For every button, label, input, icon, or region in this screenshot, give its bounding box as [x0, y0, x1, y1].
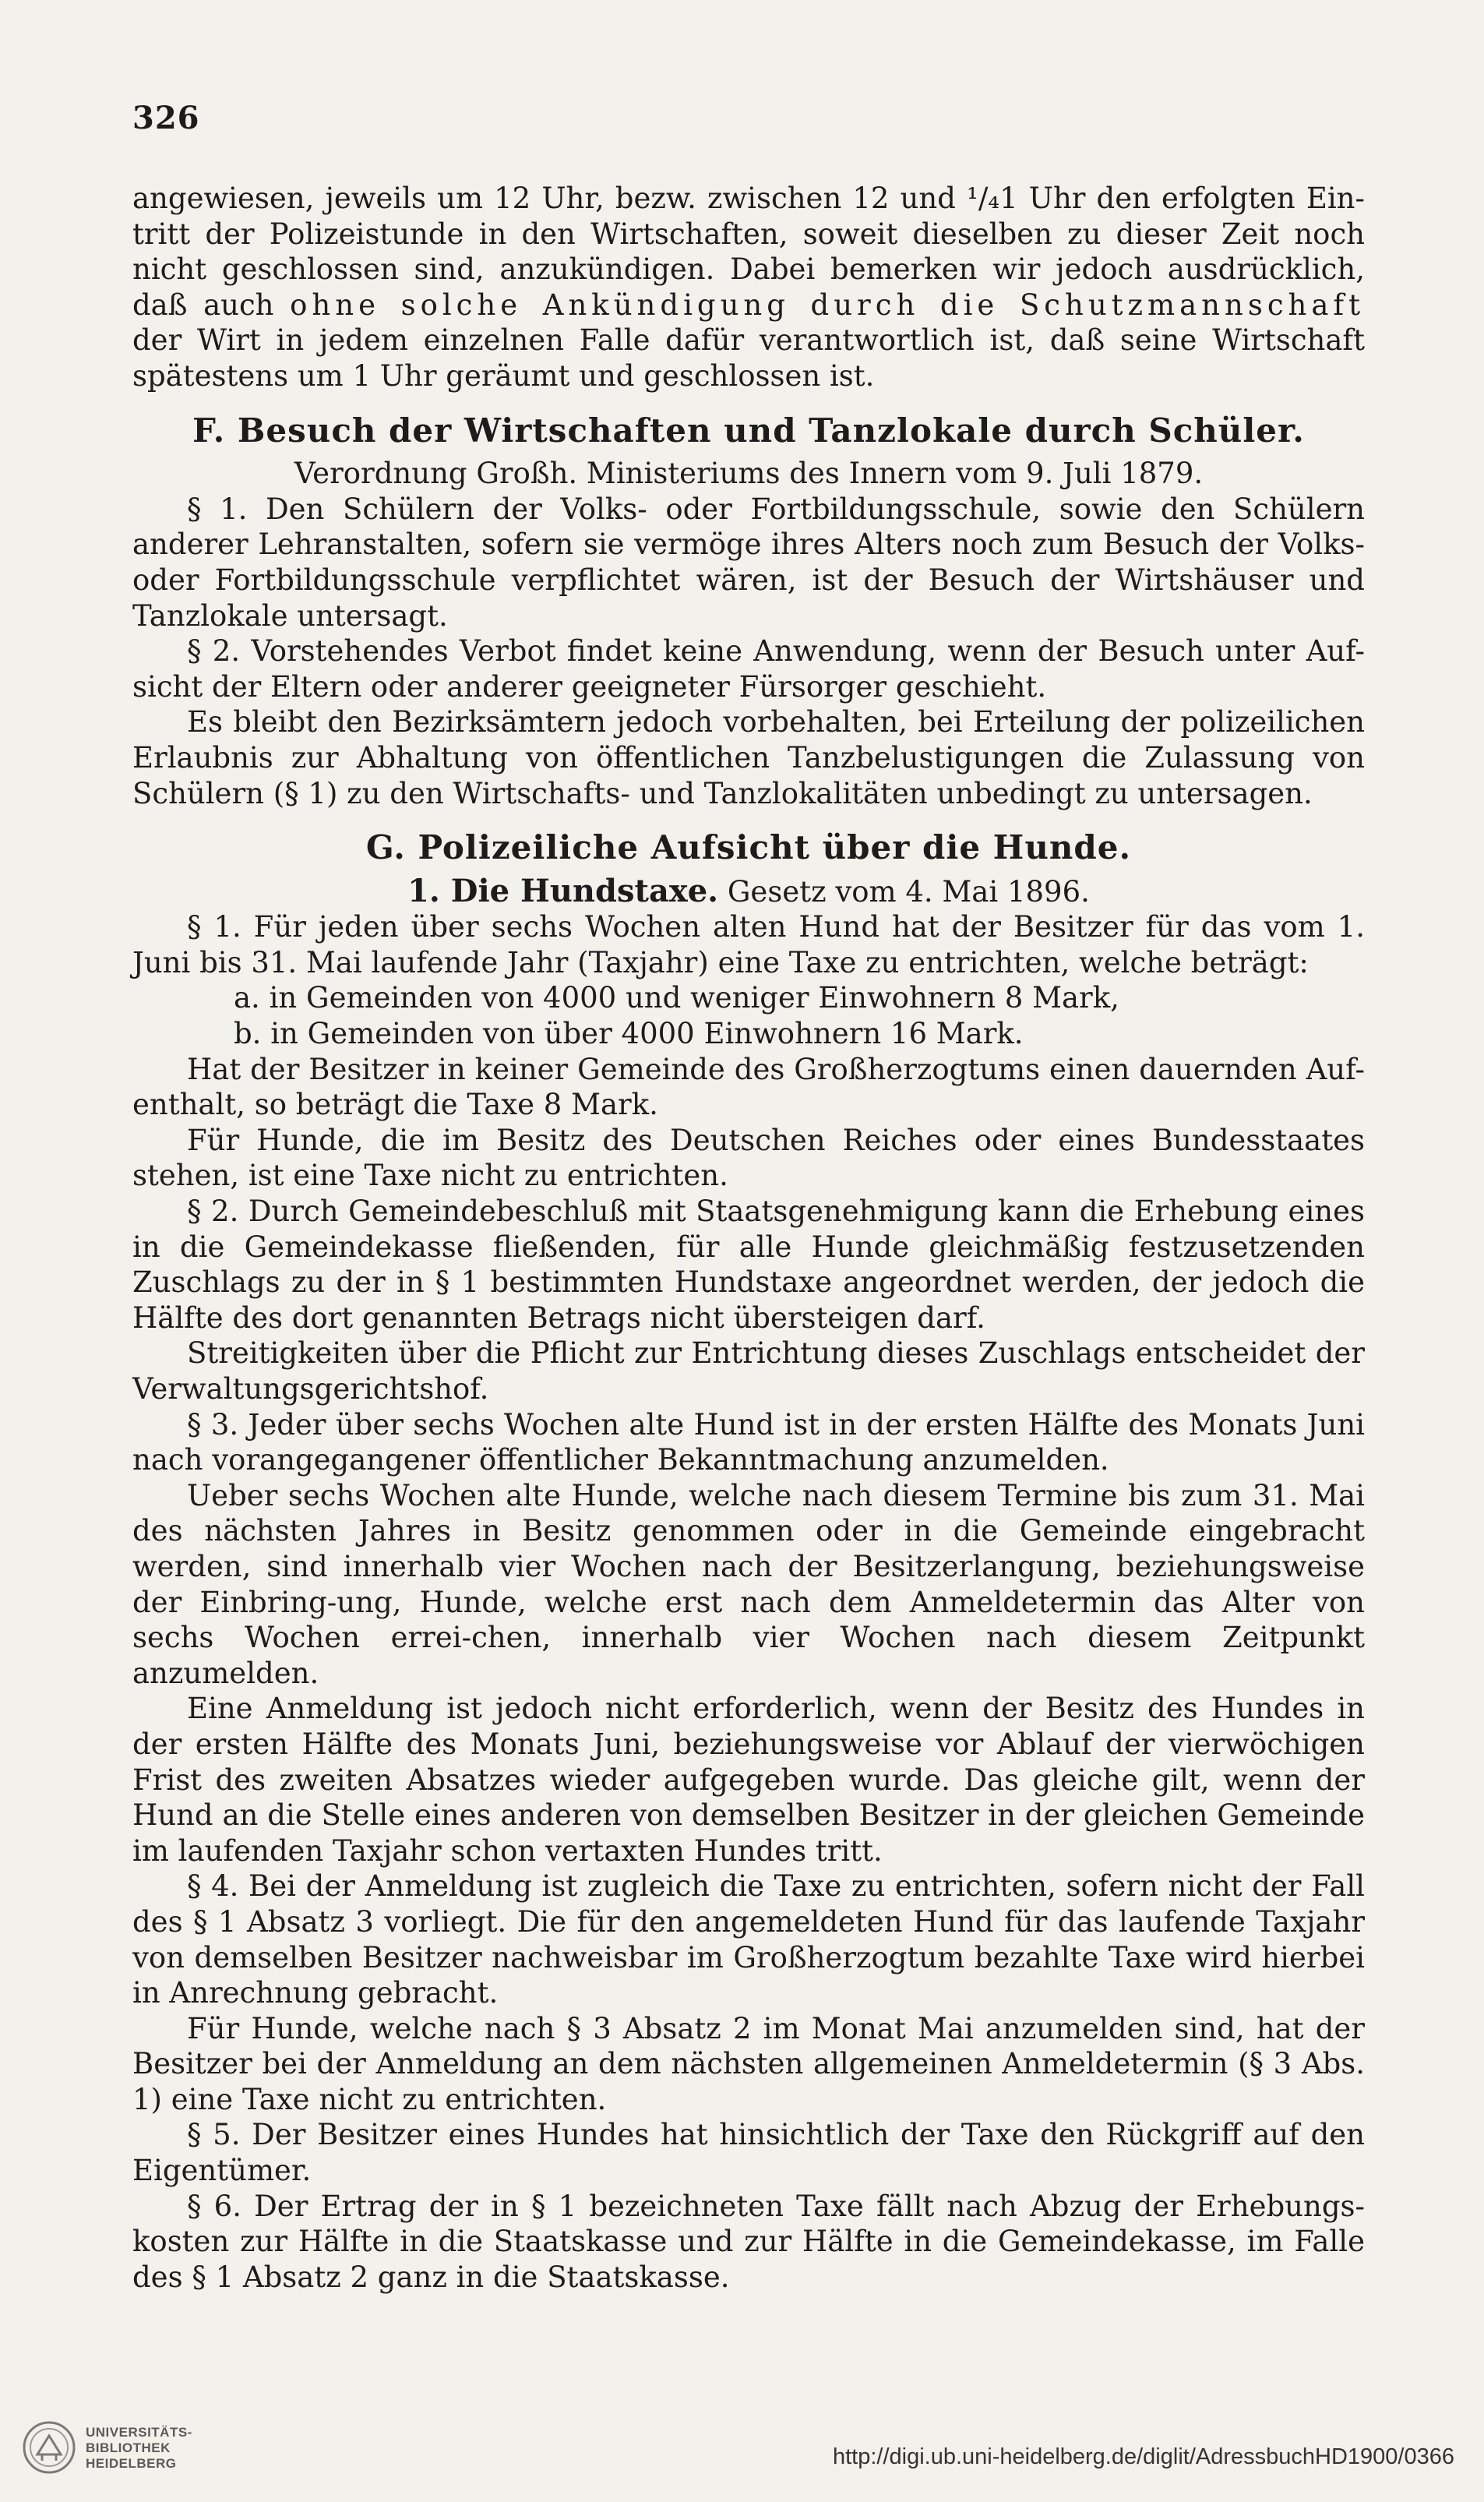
section-g-paragraph: § 6. Der Ertrag der in § 1 bezeichneten Taxe fällt nach Abzug der Erhebungs-kosten zur Hälfte in die Staatskasse und zur Hälfte in die Gemeindekasse, im Falle des § 1 Absatz 2 ganz in die Staatskasse.: [132, 2189, 1365, 2294]
section-g-paragraph: § 1. Für jeden über sechs Wochen alten Hund hat der Besitzer für das vom 1. Juni bis 31. Mai laufende Jahr (Taxjahr) eine Taxe zu entrichten, welche beträgt:: [132, 910, 1365, 979]
intro-text-2: der Wirt in jedem einzelnen Falle dafür verantwortlich ist, daß seine Wirtschaft spätestens um 1 Uhr geräumt und geschlossen ist.: [132, 323, 1365, 393]
section-f-paragraph: § 2. Vorstehendes Verbot findet keine Anwendung, wenn der Besuch unter Auf-sicht der Eltern oder anderer geeigneter Fürsorger geschieht.: [132, 634, 1365, 704]
page-number: 326: [132, 100, 200, 136]
library-name-line: UNIVERSITÄTS-: [86, 2425, 192, 2440]
list-item-b: b. in Gemeinden von über 4000 Einwohnern 16 Mark.: [234, 1017, 1024, 1051]
library-name-line: BIBLIOTHEK: [86, 2440, 171, 2455]
section-f-heading: F. Besuch der Wirtschaften und Tanzlokale durch Schüler.: [192, 411, 1305, 450]
section-g-paragraph: § 5. Der Besitzer eines Hundes hat hinsichtlich der Taxe den Rückgriff auf den Eigentümer.: [132, 2118, 1365, 2188]
section-g-paragraph: § 3. Jeder über sechs Wochen alte Hund ist in der ersten Hälfte des Monats Juni nach vorangegangener öffentlicher Bekanntmachung anzumelden.: [132, 1407, 1365, 1477]
intro-text-1: angewiesen, jeweils um 12 Uhr, bezw. zwischen 12 und ¹/₄1 Uhr den erfolgten Ein-tritt der Polizeistunde in den Wirtschaften, soweit dieselben zu dieser Zeit noch nicht geschlossen sind, anzukündigen. Dabei bemerken wir jedoch ausdrücklich, daß auch: [132, 182, 1365, 322]
library-seal-icon: [22, 2420, 76, 2475]
section-g-subheading-rest: Gesetz vom 4. Mai 1896.: [718, 874, 1090, 909]
section-g-paragraph: Für Hunde, welche nach § 3 Absatz 2 im Monat Mai anzumelden sind, hat der Besitzer bei der Anmeldung an dem nächsten allgemeinen Anmeldetermin (§ 3 Abs. 1) eine Taxe nicht zu entrichten.: [132, 2011, 1365, 2116]
intro-paragraph: [132, 181, 1365, 394]
section-g-subheading: [132, 873, 1365, 910]
section-g-paragraph: § 2. Durch Gemeindebeschluß mit Staatsgenehmigung kann die Erhebung eines in die Gemeindekasse fließenden, für alle Hunde gleichmäßig festzusetzenden Zuschlags zu der in § 1 bestimmten Hundstaxe angeordnet werden, der jedoch die Hälfte des dort genannten Betrags nicht übersteigen darf.: [132, 1195, 1365, 1335]
section-g-paragraph: Hat der Besitzer in keiner Gemeinde des Großherzogtums einen dauernden Auf-enthalt, so beträgt die Taxe 8 Mark.: [132, 1052, 1365, 1122]
section-f-subheading: Verordnung Großh. Ministeriums des Innern vom 9. Juli 1879.: [294, 457, 1204, 491]
intro-text-spaced: ohne solche Ankündigung durch die Schutzmannschaft: [290, 288, 1365, 322]
library-name: [86, 2425, 192, 2472]
section-g-subheading-bold: 1. Die Hundstaxe.: [407, 872, 719, 909]
section-f-paragraph: Es bleibt den Bezirksämtern jedoch vorbehalten, bei Erteilung der polizeilichen Erlaubnis zur Abhaltung von öffentlichen Tanzbelustigungen die Zulassung von Schülern (§ 1) zu den Wirtschafts- und Tanzlokalitäten unbedingt zu untersagen.: [132, 705, 1365, 810]
section-g-paragraph: Eine Anmeldung ist jedoch nicht erforderlich, wenn der Besitz des Hundes in der ersten Hälfte des Monats Juni, beziehungsweise vor Ablauf der vierwöchigen Frist des zweiten Absatzes wieder aufgegeben wurde. Das gleiche gilt, wenn der Hund an die Stelle eines anderen von demselben Besitzer in der gleichen Gemeinde im laufenden Taxjahr schon vertaxten Hundes tritt.: [132, 1692, 1365, 1868]
library-logo[interactable]: [22, 2419, 201, 2481]
section-g-paragraph: Für Hunde, die im Besitz des Deutschen Reiches oder eines Bundesstaates stehen, ist eine Taxe nicht zu entrichten.: [132, 1123, 1365, 1193]
section-g-heading: G. Polizeiliche Aufsicht über die Hunde.: [365, 828, 1132, 867]
page-body: [132, 181, 1365, 2295]
library-name-line: HEIDELBERG: [86, 2456, 177, 2471]
source-url-link[interactable]: http://digi.ub.uni-heidelberg.de/diglit/AdressbuchHD1900/0366: [832, 2444, 1454, 2469]
section-f-paragraph: § 1. Den Schülern der Volks- oder Fortbildungsschule, sowie den Schülern anderer Lehranstalten, sofern sie vermöge ihres Alters noch zum Besuch der Volks- oder Fortbildungsschule verpflichtet wären, ist der Besuch der Wirtshäuser und Tanzlokale untersagt.: [132, 492, 1365, 633]
section-g-paragraph: Ueber sechs Wochen alte Hunde, welche nach diesem Termine bis zum 31. Mai des nächsten Jahres in Besitz genommen oder in die Gemeinde eingebracht werden, sind innerhalb vier Wochen nach der Besitzerlangung, beziehungsweise der Einbring-ung, Hunde, welche erst nach dem Anmeldetermin das Alter von sechs Wochen errei-chen, innerhalb vier Wochen nach diesem Zeitpunkt anzumelden.: [132, 1478, 1365, 1690]
list-item-a: a. in Gemeinden von 4000 und weniger Einwohnern 8 Mark,: [234, 981, 1119, 1015]
section-g-paragraph: § 4. Bei der Anmeldung ist zugleich die Taxe zu entrichten, sofern nicht der Fall des § 1 Absatz 3 vorliegt. Die für den angemeldeten Hund für das laufende Taxjahr von demselben Besitzer nachweisbar im Großherzogtum bezahlte Taxe wird hierbei in Anrechnung gebracht.: [132, 1869, 1365, 2010]
section-g-paragraph: Streitigkeiten über die Pflicht zur Entrichtung dieses Zuschlags entscheidet der Verwaltungsgerichtshof.: [132, 1336, 1365, 1406]
